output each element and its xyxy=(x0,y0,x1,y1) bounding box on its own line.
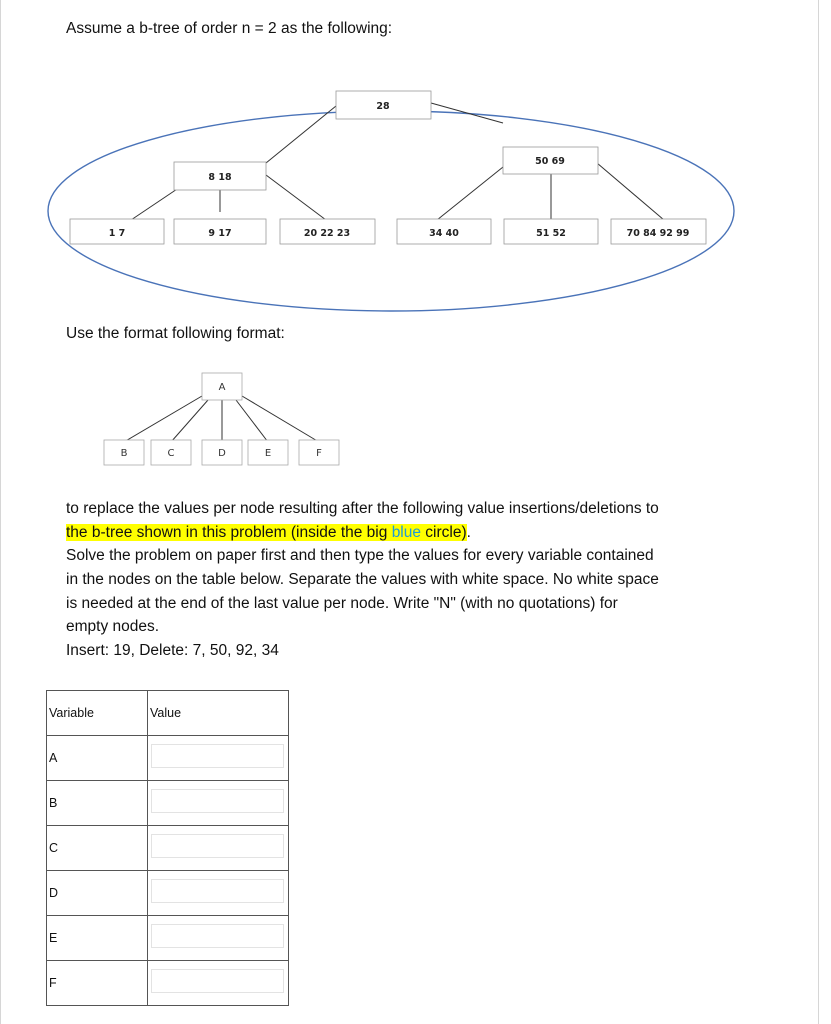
table-row xyxy=(47,871,289,916)
format-tree-diagram xyxy=(0,360,831,480)
highlighted-text: circle) xyxy=(421,524,467,541)
header-variable-cell xyxy=(47,691,148,736)
btree-leaf-value: 1 7 xyxy=(108,228,126,239)
highlighted-text: the b-tree shown in this problem (inside the big xyxy=(66,524,392,541)
btree-root-value: 28 xyxy=(376,101,390,112)
btree-left-internal-value: 8 18 xyxy=(208,172,232,183)
value-input-f[interactable] xyxy=(151,969,284,993)
btree-diagram xyxy=(0,0,831,320)
value-input-a[interactable] xyxy=(151,744,284,768)
value-cell xyxy=(148,781,289,826)
btree-leaf-value: 20 22 23 xyxy=(303,228,351,239)
value-input-b[interactable] xyxy=(151,789,284,813)
value-input-d[interactable] xyxy=(151,879,284,903)
variable-cell xyxy=(47,961,148,1006)
header-value-cell xyxy=(148,691,289,736)
btree-leaf-value: 34 40 xyxy=(429,228,459,239)
btree-leaf-value: 9 17 xyxy=(208,228,232,239)
blue-word: blue xyxy=(391,524,421,541)
variable-label-e: E xyxy=(49,931,58,945)
variable-label-f: F xyxy=(49,976,57,990)
table-row xyxy=(47,961,289,1006)
answer-table xyxy=(46,690,289,1006)
header-variable: Variable xyxy=(49,706,94,720)
value-cell xyxy=(148,736,289,781)
instruction-line-2 xyxy=(66,521,471,545)
variable-label-b: B xyxy=(49,796,58,810)
instruction-line-3: Solve the problem on paper first and then type the values for every variable contained xyxy=(66,547,654,564)
intro-text: Assume a b-tree of order n = 2 as the following: xyxy=(66,20,393,37)
table-header-row xyxy=(47,691,289,736)
value-cell xyxy=(148,961,289,1006)
variable-label-a: A xyxy=(49,751,58,765)
instruction-line-1: to replace the values per node resulting after the following value insertions/deletions to xyxy=(66,500,659,517)
table-row xyxy=(47,736,289,781)
format-leaf-label: D xyxy=(218,448,226,459)
btree-right-internal-value: 50 69 xyxy=(535,156,565,167)
btree-leaf-value: 51 52 xyxy=(536,228,566,239)
value-cell xyxy=(148,871,289,916)
format-leaf-label: F xyxy=(316,448,322,459)
sentence-end: . xyxy=(466,524,471,541)
instruction-line-6: empty nodes. xyxy=(66,618,160,635)
format-leaf-label: E xyxy=(264,448,272,459)
table-row xyxy=(47,916,289,961)
header-value: Value xyxy=(150,706,182,720)
table-row xyxy=(47,826,289,871)
variable-cell xyxy=(47,781,148,826)
variable-cell xyxy=(47,736,148,781)
value-input-e[interactable] xyxy=(151,924,284,948)
variable-cell xyxy=(47,916,148,961)
format-leaf-label: B xyxy=(120,448,128,459)
variable-cell xyxy=(47,871,148,916)
blue-circle xyxy=(48,111,734,311)
value-cell xyxy=(148,826,289,871)
variable-label-d: D xyxy=(49,886,59,900)
instruction-line-4: in the nodes on the table below. Separate the values with white space. No white space xyxy=(66,571,659,588)
variable-cell xyxy=(47,826,148,871)
btree-leaf-value: 70 84 92 99 xyxy=(626,228,690,239)
instruction-line-7: Insert: 19, Delete: 7, 50, 92, 34 xyxy=(66,642,279,659)
format-root-label: A xyxy=(218,382,226,393)
variable-label-c: C xyxy=(49,841,59,855)
format-label: Use the format following format: xyxy=(66,325,285,342)
instruction-line-5: is needed at the end of the last value per node. Write "N" (with no quotations) for xyxy=(66,595,618,612)
table-row xyxy=(47,781,289,826)
value-input-c[interactable] xyxy=(151,834,284,858)
format-leaf-label: C xyxy=(167,448,175,459)
value-cell xyxy=(148,916,289,961)
